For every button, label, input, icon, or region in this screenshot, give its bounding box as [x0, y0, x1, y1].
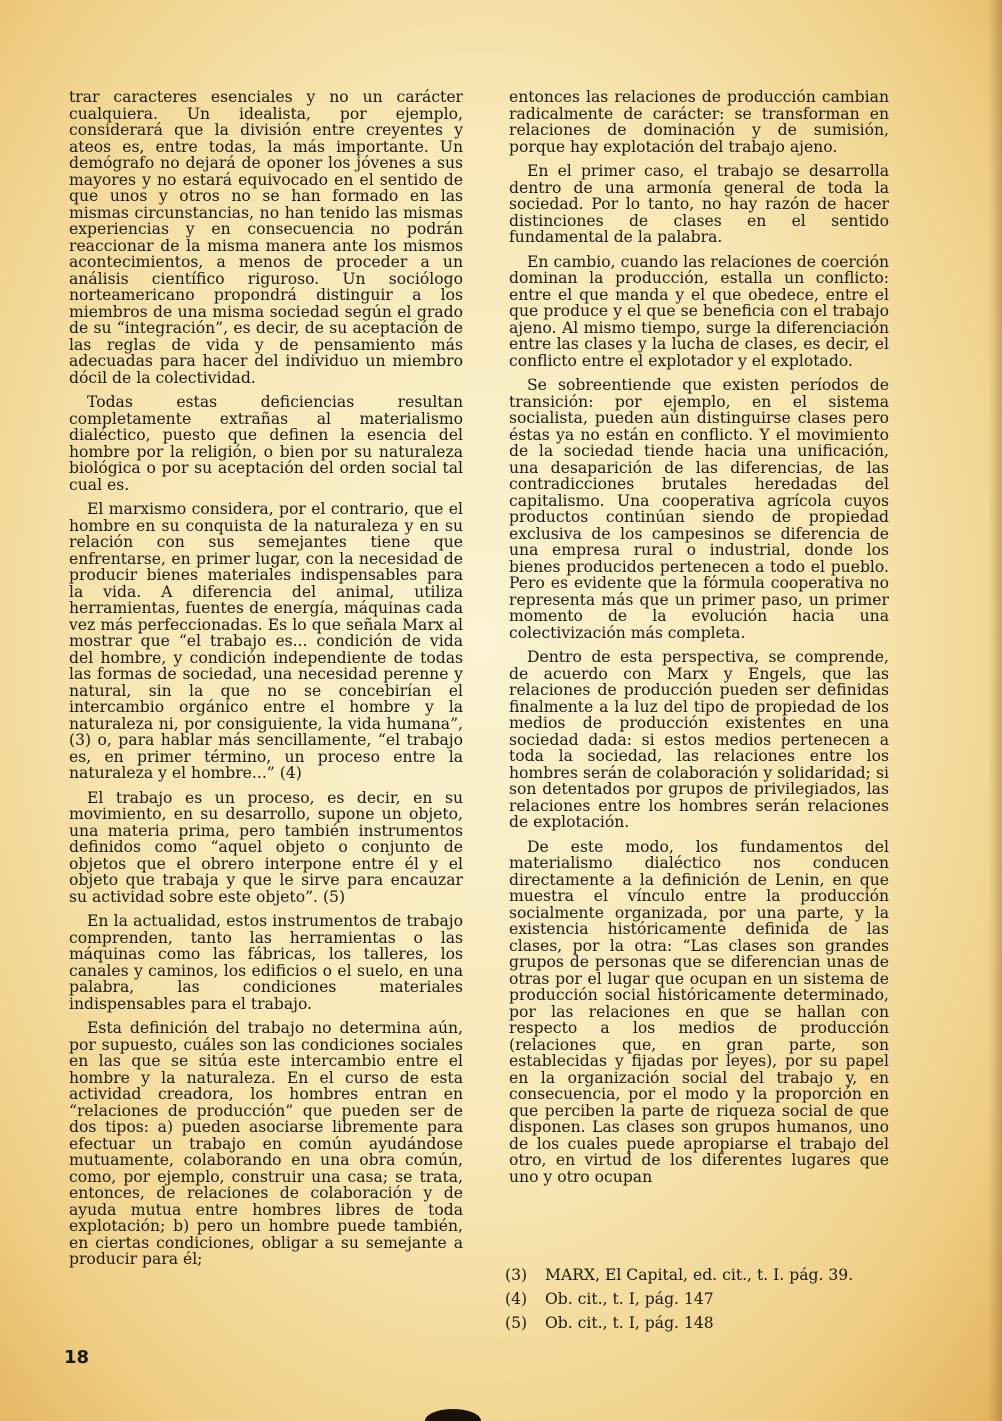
footnote: [505, 1311, 895, 1335]
footnote: [505, 1287, 895, 1311]
footnote-text: Ob. cit., t. I, pág. 147: [545, 1290, 714, 1308]
paragraph: De este modo, los fundamentos del materialismo dialéctico nos conducen directamente a la definición de Lenin, en que muestra el vínculo entre la producción socialmente organizada, por una parte, y la existencia históricamente definida de las clases, por la otra: “Las clases son grandes grupos de personas que se diferencian unas de otras por el lugar que ocupan en un sistema de producción social históricamente determinado, por las relaciones en que se hallan con respecto a los medios de producción (relaciones que, en gran parte, son establecidas y fijadas por leyes), por su papel en la organización social del trabajo y, en consecuencia, por el modo y la proporción en que perciben la parte de riqueza social de que disponen. Las clases son grupos humanos, uno de los cuales puede apropiarse el trabajo del otro, en virtud de los diferentes lugares que uno y otro ocupan: [509, 837, 889, 1186]
footnotes: [505, 1263, 895, 1335]
paragraph: Se sobreentiende que existen períodos de transición: por ejemplo, en el sistema socialista, pueden aún distinguirse clases pero éstas ya no están en conflicto. Y el movimiento de la sociedad tiende hacia una unificación, una desaparición de las diferencias, de las contradicciones brutales heredadas del capitalismo. Una cooperativa agrícola cuyos productos continúan siendo de propiedad exclusiva de los campesinos se diferencia de una empresa rural o industrial, donde los bienes producidos pertenecen a todo el pueblo. Pero es evidente que la fórmula cooperativa no representa más que un primer paso, un primer momento de la evolución hacia una colectivización más completa.: [509, 376, 889, 642]
footnote-number: (3): [505, 1266, 528, 1284]
left-column: [69, 89, 463, 1276]
paragraph: En cambio, cuando las relaciones de coerción dominan la producción, estalla un conflicto: entre el que manda y el que obedece, entre el que produce y el que se beneficia con el trabajo ajeno. Al mismo tiempo, surge la diferenciación entre las clases y la lucha de clases, es decir, el conflicto entre el explotador y el explotado.: [509, 252, 889, 370]
paragraph: Esta definición del trabajo no determina aún, por supuesto, cuáles son las condiciones sociales en las que se sitúa este intercambio entre el hombre y la naturaleza. En el curso de esta actividad creadora, los hombres entran en “relaciones de producción” que pueden ser de dos tipos: a) pueden asociarse libremente para efectuar un trabajo en común ayudándose mutuamente, colaborando en una obra común, como, por ejemplo, construir una casa; se trata, entonces, de relaciones de colaboración y de ayuda mutua entre hombres libres de toda explotación; b) pero un hombre puede también, en ciertas condiciones, obligar a su semejante a producir para él;: [69, 1019, 463, 1268]
paragraph: Todas estas deficiencias resultan completamente extrañas al materialismo dialéctico, puesto que definen la esencia del hombre por la religión, o bien por su naturaleza biológica o por su aceptación del orden social tal cual es.: [69, 393, 463, 494]
footnote: [505, 1263, 895, 1287]
footnote-number: (5): [505, 1314, 528, 1332]
binding-mark: [425, 1409, 481, 1421]
paragraph: En la actualidad, estos instrumentos de trabajo comprenden, tanto las herramientas o las máquinas como las fábricas, los talleres, los canales y caminos, los edificios o el suelo, en una palabra, las condiciones materiales indispensables para el trabajo.: [69, 912, 463, 1013]
paragraph: En el primer caso, el trabajo se desarrolla dentro de una armonía general de toda la sociedad. Por lo tanto, no hay razón de hacer distinciones de clases en el sentido fundamental de la palabra.: [509, 162, 889, 246]
footnote-text: Ob. cit., t. I, pág. 148: [545, 1314, 714, 1332]
page-number: 18: [64, 1347, 90, 1368]
paragraph: entonces las relaciones de producción cambian radicalmente de carácter: se transforman en relaciones de dominación y de sumisión, porque hay explotación del trabajo ajeno.: [509, 88, 889, 156]
paragraph: El trabajo es un proceso, es decir, en su movimiento, en su desarrollo, supone un objeto, una materia prima, pero también instrumentos definidos como “aquel objeto o conjunto de objetos que el obrero interpone entre él y el objeto que trabaja y que le sirve para encauzar su actividad sobre este objeto”. (5): [69, 788, 463, 906]
paragraph: trar caracteres esenciales y no un carácter cualquiera. Un idealista, por ejemplo, considerará que la división entre creyentes y ateos es, entre todas, la más importante. Un demógrafo no dejará de oponer los jóvenes a sus mayores y no estará equivocado en el sentido de que unos y otros no se han formado en las mismas circunstancias, no han tenido las mismas experiencias y en consecuencia no podrán reaccionar de la misma manera ante los mismos acontecimientos, a menos de proceder a un análisis científico riguroso. Un sociólogo norteamericano propondrá distinguir a los miembros de una misma sociedad según el grado de su “integración”, es decir, de su aceptación de las reglas de vida y de pensamiento más adecuadas para hacer del individuo un miembro dócil de la colectividad.: [69, 88, 463, 387]
paragraph: Dentro de esta perspectiva, se comprende, de acuerdo con Marx y Engels, que las relaciones de producción pueden ser definidas finalmente a la luz del tipo de propiedad de los medios de producción existentes en una sociedad dada: si estos medios pertenecen a toda la sociedad, las relaciones entre los hombres serán de colaboración y solidaridad; si son detentados por grupos de privilegiados, las relaciones entre los hombres serán relaciones de explotación.: [509, 648, 889, 831]
footnote-number: (4): [505, 1290, 528, 1308]
footnote-text: MARX, El Capital, ed. cit., t. I. pág. 39.: [545, 1266, 854, 1284]
right-column: [509, 89, 889, 1193]
paragraph: El marxismo considera, por el contrario, que el hombre en su conquista de la naturaleza y en su relación con sus semejantes tiene que enfrentarse, en primer lugar, con la necesidad de producir bienes materiales indispensables para la vida. A diferencia del animal, utiliza herramientas, fuentes de energía, máquinas cada vez más perfeccionadas. Es lo que señala Marx al mostrar que “el trabajo es... condición de vida del hombre, y condición independiente de todas las formas de sociedad, una necesidad perenne y natural, sin la que no se concebirían el intercambio orgánico entre el hombre y la naturaleza ni, por consiguiente, la vida humana”, (3) o, para hablar más sencillamente, “el trabajo es, en primer término, un proceso entre la naturaleza y el hombre...” (4): [69, 500, 463, 782]
page-edge-shadow: [988, 0, 1002, 1421]
